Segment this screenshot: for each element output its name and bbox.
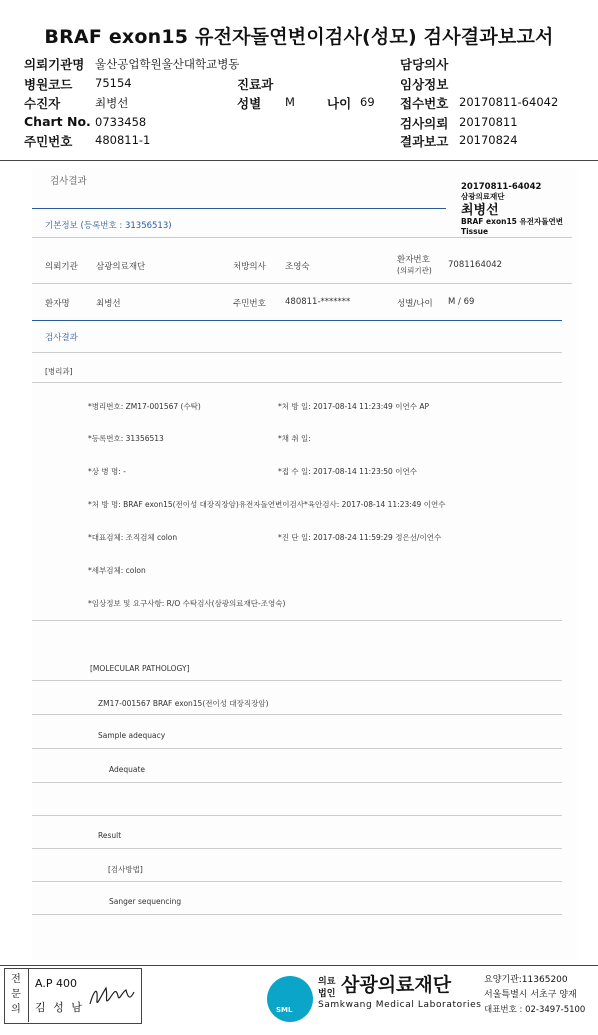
corp-top: 의료 bbox=[318, 977, 336, 987]
label-sex: 성별 bbox=[237, 96, 262, 111]
patient-no-label-sub: (의뢰기관) bbox=[397, 266, 432, 275]
value-receipt-no: 20170811-64042 bbox=[459, 95, 559, 109]
field-pathology-no: *병리번호: ZM17-001567 (수탁) bbox=[88, 402, 201, 411]
label-hospital-code: 병원코드 bbox=[24, 77, 73, 92]
label-patient-name: 최병선 bbox=[461, 203, 499, 218]
label-chart-no: Chart No. bbox=[24, 114, 91, 129]
rrn-value: 480811-******* bbox=[285, 297, 351, 307]
field-diagnosis-date: *진 단 일: 2017-08-24 11:59:29 정은선/이연수 bbox=[278, 533, 442, 542]
molecular-rule-2 bbox=[32, 714, 562, 715]
basic-info-rule bbox=[32, 237, 572, 238]
fields-bottom-rule bbox=[32, 620, 562, 621]
stamp-side-text: 전문의 bbox=[11, 974, 21, 1015]
molecular-rule-8 bbox=[32, 914, 562, 915]
label-requesting-org: 의뢰기관명 bbox=[24, 57, 85, 72]
value-age: 69 bbox=[360, 95, 375, 109]
sexage-label: 성별/나이 bbox=[397, 299, 433, 309]
value-patient: 최병선 bbox=[95, 96, 129, 110]
molecular-line1: ZM17-001567 BRAF exon15(전이성 대장직장암) bbox=[98, 699, 269, 708]
molecular-tag: [MOLECULAR PATHOLOGY] bbox=[90, 664, 190, 673]
molecular-rule-3 bbox=[32, 748, 562, 749]
label-receipt-no: 접수번호 bbox=[400, 96, 449, 111]
label-test-request: 검사의뢰 bbox=[400, 116, 449, 131]
label-clinical-info: 임상정보 bbox=[400, 77, 449, 92]
field-reg-no: *등록번호: 31356513 bbox=[88, 434, 164, 443]
stamp-line2: 김 성 남 bbox=[35, 1001, 84, 1014]
sample-adequacy: Sample adequacy bbox=[98, 731, 166, 740]
stamp-line1: A.P 400 bbox=[35, 977, 77, 990]
patient-no-value: 7081164042 bbox=[448, 260, 503, 270]
value-result-report: 20170824 bbox=[459, 133, 518, 147]
value-test-request: 20170811 bbox=[459, 115, 518, 129]
value-rrn: 480811-1 bbox=[95, 133, 151, 147]
field-collect-date: *채 취 일: bbox=[278, 434, 311, 443]
molecular-rule-5 bbox=[32, 815, 562, 816]
org-tel: 대표번호 : 02-3497-5100 bbox=[484, 1005, 586, 1015]
scanned-result-page bbox=[32, 168, 577, 960]
result-title: 검사결과 bbox=[45, 333, 78, 343]
label-test-name: BRAF exon15 유전자돌연변 bbox=[461, 217, 563, 226]
molecular-rule-6 bbox=[32, 848, 562, 849]
pathology-tag: [병리과] bbox=[45, 367, 73, 376]
field-receipt-date: *접 수 일: 2017-08-14 11:23:50 이연수 bbox=[278, 467, 417, 476]
field-order-name: *처 방 명: BRAF exon15(전이성 대장직장암)유전자돌연변이검사*육안검사: 2017-08-14 11:23:49 이연수 bbox=[88, 500, 446, 509]
method-tag: [검사방법] bbox=[108, 865, 143, 874]
label-result-report: 결과보고 bbox=[400, 134, 449, 149]
value-hospital-code: 75154 bbox=[95, 76, 132, 90]
value-requesting-org: 울산공업학원울산대학교병동 bbox=[95, 57, 240, 71]
org-name: 삼광의료재단 bbox=[341, 974, 452, 996]
label-department: 진료과 bbox=[237, 77, 274, 92]
rrn-label: 주민번호 bbox=[233, 299, 266, 309]
org-english: Samkwang Medical Laboratories bbox=[318, 1000, 482, 1010]
patient-value: 최병선 bbox=[96, 299, 121, 309]
value-sex: M bbox=[285, 95, 295, 109]
sml-logo-icon bbox=[267, 976, 313, 1022]
result-top-rule bbox=[32, 320, 562, 321]
footer-divider bbox=[0, 965, 598, 966]
signature-icon bbox=[88, 982, 136, 1012]
header-divider bbox=[0, 160, 598, 161]
patient-no-label: 환자번호 bbox=[397, 255, 430, 265]
field-order-date: *처 방 일: 2017-08-14 11:23:49 이연수 AP bbox=[278, 402, 429, 411]
result-label: Result bbox=[98, 831, 122, 840]
field-diagnosis-name: *상 병 명: - bbox=[88, 467, 126, 476]
scan-section-title: 검사결과 bbox=[50, 176, 87, 187]
label-rrn: 주민번호 bbox=[24, 134, 73, 149]
basic-info-title: 기본정보 (등록번호 : 31356513) bbox=[45, 221, 172, 231]
label-doctor: 담당의사 bbox=[400, 57, 449, 72]
field-sub-specimen: *세부검체: colon bbox=[88, 566, 146, 575]
basic-info-top-rule bbox=[32, 208, 446, 209]
field-clinical-info: *임상정보 및 요구사항: R/O 수탁검사(삼광의료재단-조영숙) bbox=[88, 599, 286, 608]
adequate: Adequate bbox=[109, 765, 146, 774]
value-chart-no: 0733458 bbox=[95, 115, 147, 129]
label-age: 나이 bbox=[327, 96, 352, 111]
label-org: 삼광의료재단 bbox=[461, 192, 505, 201]
sexage-value: M / 69 bbox=[448, 297, 475, 307]
corp-bottom: 법인 bbox=[318, 989, 336, 999]
molecular-rule-7 bbox=[32, 881, 562, 882]
basic-info-mid-rule bbox=[32, 283, 572, 284]
label-patient: 수진자 bbox=[24, 96, 61, 111]
doctor-label: 처방의사 bbox=[233, 262, 266, 272]
molecular-rule-1 bbox=[32, 680, 562, 681]
org-address: 서울특별시 서초구 양재 bbox=[484, 990, 577, 1000]
doctor-value: 조영숙 bbox=[285, 262, 310, 272]
field-main-specimen: *대표검체: 조직검체 colon bbox=[88, 533, 178, 542]
logo-badge: SML bbox=[276, 1006, 293, 1014]
req-org-value: 삼광의료재단 bbox=[96, 262, 146, 272]
label-id: 20170811-64042 bbox=[461, 182, 542, 192]
org-code: 요양기관:11365200 bbox=[484, 975, 568, 985]
report-title: BRAF exon15 유전자돌연변이검사(성모) 검사결과보고서 bbox=[44, 26, 554, 48]
method-value: Sanger sequencing bbox=[109, 897, 182, 906]
pathology-rule bbox=[32, 382, 562, 383]
result-rule bbox=[32, 352, 562, 353]
molecular-rule-4 bbox=[32, 782, 562, 783]
req-org-label: 의뢰기관 bbox=[45, 262, 78, 272]
label-specimen: Tissue bbox=[461, 227, 489, 236]
patient-label: 환자명 bbox=[45, 299, 70, 309]
